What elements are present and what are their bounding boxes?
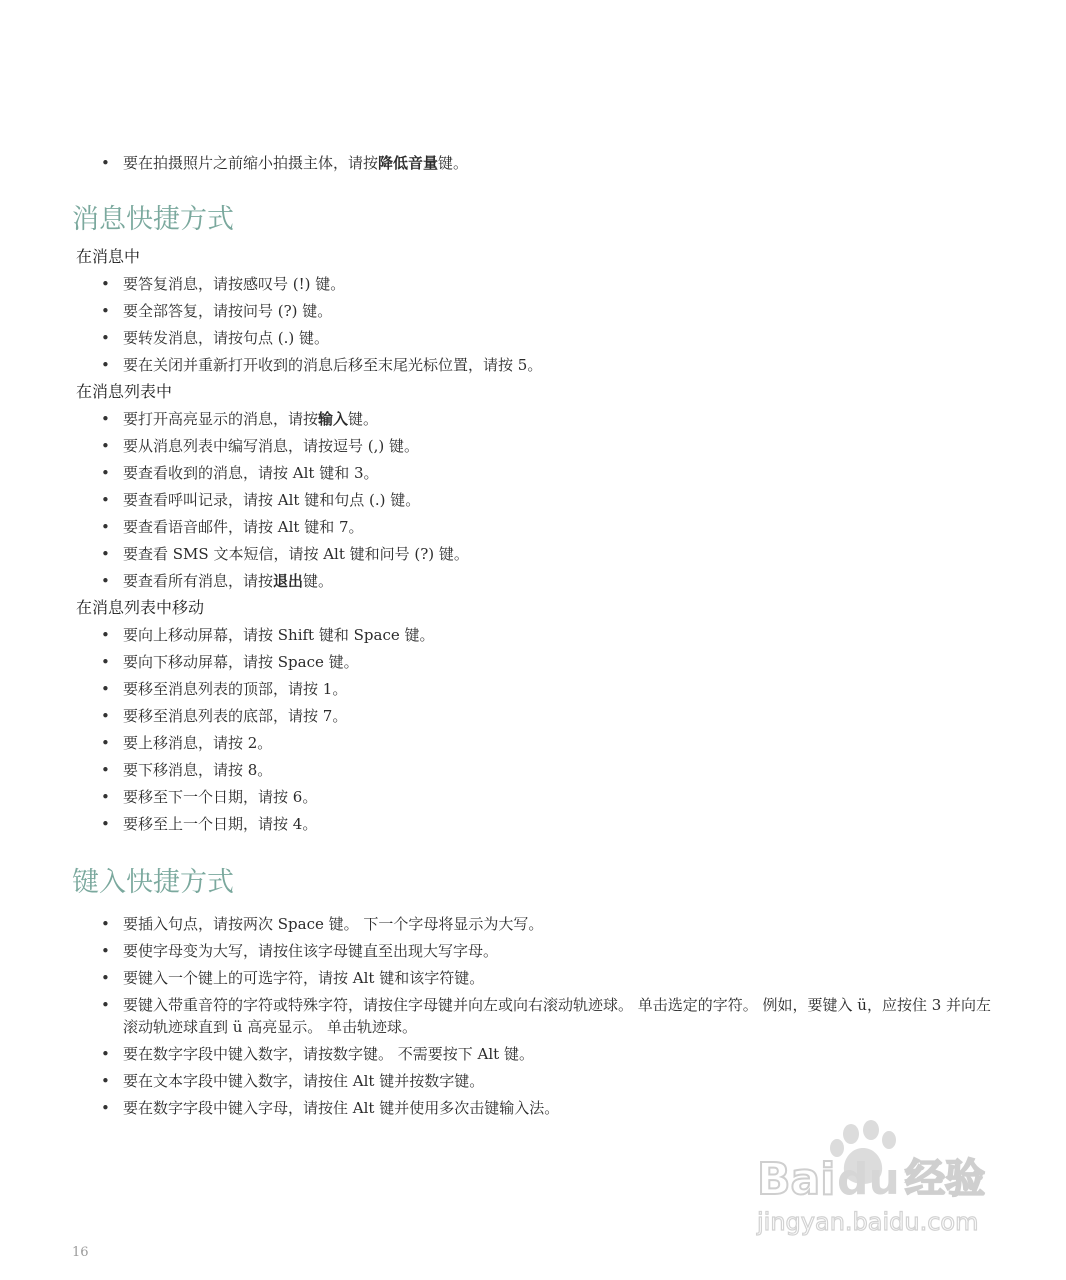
page-number: 16 [72,1245,89,1260]
section-heading-message-shortcuts: 消息快捷方式 [72,204,234,235]
list-item: • 要全部答复，请按问号 (?) 键。 [123,300,998,322]
list-item: • 要打开高亮显示的消息，请按输入键。 [123,408,998,430]
list-item: • 要在文本字段中键入数字，请按住 Alt 键并按数字键。 [123,1070,998,1092]
baidu-watermark-logo [755,1118,1005,1243]
svg-text:经验: 经验 [905,1156,985,1202]
list-item: • 要向下移动屏幕，请按 Space 键。 [123,651,998,673]
list-item: • 要上移消息，请按 2。 [123,732,998,754]
svg-text:jingyan.baidu.com: jingyan.baidu.com [757,1208,979,1236]
list-item: • 要插入句点，请按两次 Space 键。 下一个字母将显示为大写。 [123,913,998,935]
list-item: • 要在拍摄照片之前缩小拍摄主体，请按降低音量键。 [123,152,998,174]
svg-text:du: du [837,1154,900,1205]
list-item: • 要在数字字段中键入字母，请按住 Alt 键并使用多次击键输入法。 [123,1097,998,1119]
list-item: • 要查看 SMS 文本短信，请按 Alt 键和问号 (?) 键。 [123,543,998,565]
list-item: • 要答复消息，请按感叹号 (!) 键。 [123,273,998,295]
list-item: • 要键入一个键上的可选字符，请按 Alt 键和该字符键。 [123,967,998,989]
list-item: • 要移至消息列表的顶部，请按 1。 [123,678,998,700]
list-item: • 要移至上一个日期，请按 4。 [123,813,998,835]
list-item: • 要移至下一个日期，请按 6。 [123,786,998,808]
list-item: • 要查看呼叫记录，请按 Alt 键和句点 (.) 键。 [123,489,998,511]
list-item: • 要向上移动屏幕，请按 Shift 键和 Space 键。 [123,624,998,646]
list-item: • 要下移消息，请按 8。 [123,759,998,781]
list-item: • 要查看语音邮件，请按 Alt 键和 7。 [123,516,998,538]
subheading-move-in-message-list: 在消息列表中移动 [76,598,205,617]
subheading-in-message-list: 在消息列表中 [76,382,173,401]
list-item: • 要查看收到的消息，请按 Alt 键和 3。 [123,462,998,484]
list-item: • 要从消息列表中编写消息，请按逗号 (,) 键。 [123,435,998,457]
list-item: • 要在关闭并重新打开收到的消息后移至末尾光标位置，请按 5。 [123,354,998,376]
list-item: • 要使字母变为大写，请按住该字母键直至出现大写字母。 [123,940,998,962]
list-item: • 要查看所有消息，请按退出键。 [123,570,998,592]
subheading-in-message: 在消息中 [76,247,141,266]
list-item: • 要在数字字段中键入数字，请按数字键。 不需要按下 Alt 键。 [123,1043,998,1065]
list-item: • 要键入带重音符的字符或特殊字符，请按住字母键并向左或向右滚动轨迹球。 单击选定的字符。 例如，要键入 ü，应按住 3 并向左滚动轨迹球直到 ü 高亮显示。 单击轨迹球。 [123,994,998,1038]
list-item: • 要移至消息列表的底部，请按 7。 [123,705,998,727]
svg-text:Bai: Bai [757,1154,836,1205]
list-item: • 要转发消息，请按句点 (.) 键。 [123,327,998,349]
section-heading-typing-shortcuts: 键入快捷方式 [72,867,234,898]
